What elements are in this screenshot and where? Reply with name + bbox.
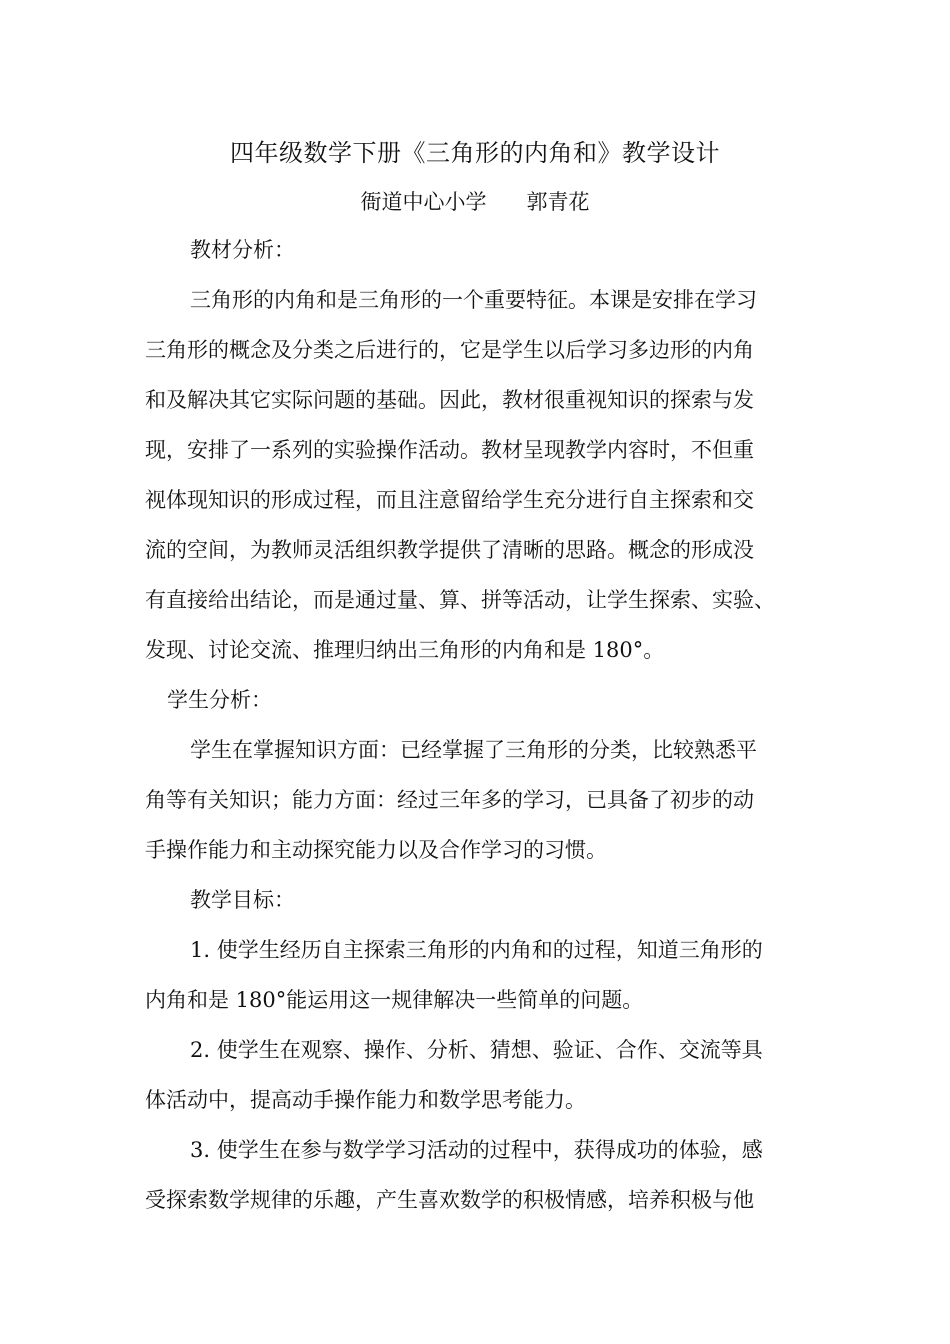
- document-title: 四年级数学下册《三角形的内角和》教学设计: [230, 139, 720, 167]
- student-analysis-heading: 学生分析：: [167, 688, 272, 712]
- paragraph-line: 发现、讨论交流、推理归纳出三角形的内角和是 180°。: [145, 638, 665, 662]
- paragraph-line: 三角形的内角和是三角形的一个重要特征。本课是安排在学习: [190, 288, 757, 312]
- paragraph-line: 角等有关知识；能力方面：经过三年多的学习，已具备了初步的动: [145, 788, 754, 812]
- goal-line: 受探索数学规律的乐趣，产生喜欢数学的积极情感，培养积极与他: [145, 1188, 754, 1212]
- teaching-goals-heading: 教学目标：: [190, 888, 295, 912]
- paragraph-line: 学生在掌握知识方面：已经掌握了三角形的分类，比较熟悉平: [190, 738, 757, 762]
- paragraph-line: 流的空间，为教师灵活组织教学提供了清晰的思路。概念的形成没: [145, 538, 754, 562]
- goal-line: 内角和是 180°能运用这一规律解决一些简单的问题。: [145, 988, 644, 1012]
- author-line: 衙道中心小学 郭青花: [360, 190, 590, 214]
- paragraph-line: 手操作能力和主动探究能力以及合作学习的习惯。: [145, 838, 607, 862]
- goal-line: 体活动中，提高动手操作能力和数学思考能力。: [145, 1088, 586, 1112]
- goal-line: 1. 使学生经历自主探索三角形的内角和的过程，知道三角形的: [190, 938, 763, 962]
- paragraph-line: 和及解决其它实际问题的基础。因此，教材很重视知识的探索与发: [145, 388, 754, 412]
- goal-line: 3. 使学生在参与数学学习活动的过程中，获得成功的体验，感: [190, 1138, 763, 1162]
- material-analysis-heading: 教材分析：: [190, 238, 295, 262]
- paragraph-line: 有直接给出结论，而是通过量、算、拼等活动，让学生探索、实验、: [145, 588, 775, 612]
- paragraph-line: 三角形的概念及分类之后进行的，它是学生以后学习多边形的内角: [145, 338, 754, 362]
- goal-line: 2. 使学生在观察、操作、分析、猜想、验证、合作、交流等具: [190, 1038, 763, 1062]
- paragraph-line: 视体现知识的形成过程，而且注意留给学生充分进行自主探索和交: [145, 488, 754, 512]
- paragraph-line: 现，安排了一系列的实验操作活动。教材呈现教学内容时，不但重: [145, 438, 754, 462]
